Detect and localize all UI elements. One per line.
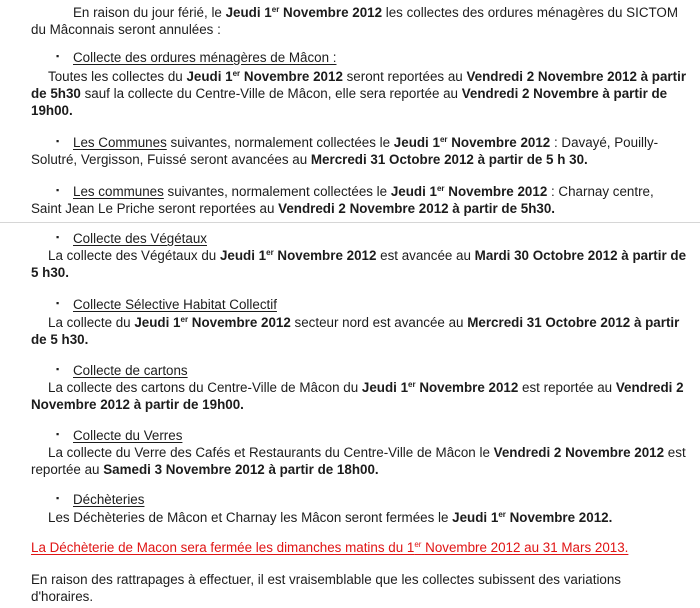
- page-seam: [0, 222, 700, 223]
- section-heading-verres: Collecte du Verres: [73, 428, 183, 443]
- closure-notice: La Déchèterie de Macon sera fermée les dimanches matins du 1er Novembre 2012 au 31 Mars 2013.: [31, 540, 629, 555]
- selective-line-2: de 5 h30.: [31, 332, 89, 347]
- om-line-2: de 5h30 sauf la collecte du Centre-Ville de Mâcon, elle sera reportée au Vendredi 2 Novembre à partir de: [31, 86, 668, 101]
- verres-line-1: La collecte du Verre des Cafés et Restaurants du Centre-Ville de Mâcon le Vendredi 2 Novembre 2012 est: [48, 445, 686, 460]
- closing-line-2: d'horaires.: [31, 589, 94, 604]
- bullet-icon: ▪: [56, 298, 60, 308]
- bullet-icon: ▪: [56, 51, 60, 61]
- vegetaux-line-2: 5 h30.: [31, 265, 69, 280]
- bullet-icon: ▪: [56, 136, 60, 146]
- selective-line-1: La collecte du Jeudi 1er Novembre 2012 secteur nord est avancée au Mercredi 31 Octobre 2012 à partir: [48, 315, 680, 330]
- bullet-icon: ▪: [56, 185, 60, 195]
- section-heading-decheteries: Déchèteries: [73, 492, 145, 507]
- bullet-icon: ▪: [56, 364, 60, 374]
- om-line-1: Toutes les collectes du Jeudi 1er Novembre 2012 seront reportées au Vendredi 2 Novembre 2012 à partir: [48, 69, 687, 84]
- bullet-icon: ▪: [56, 493, 60, 503]
- section-heading-om: Collecte des ordures ménagères de Mâcon :: [73, 50, 337, 65]
- bullet-icon: ▪: [56, 429, 60, 439]
- communes1-line-2: Solutré, Vergisson, Fuissé seront avancées au Mercredi 31 Octobre 2012 à partir de 5 h 30.: [31, 152, 588, 167]
- vegetaux-line-1: La collecte des Végétaux du Jeudi 1er Novembre 2012 est avancée au Mardi 30 Octobre 2012 à partir de: [48, 248, 687, 263]
- communes2-line-2: Saint Jean Le Priche seront reportées au Vendredi 2 Novembre 2012 à partir de 5h30.: [31, 201, 556, 216]
- cartons-line-1: La collecte des cartons du Centre-Ville de Mâcon du Jeudi 1er Novembre 2012 est reportée au Vendredi 2: [48, 380, 684, 395]
- bullet-icon: ▪: [56, 232, 60, 242]
- intro-line-2: du Mâconnais seront annulées :: [31, 22, 221, 37]
- cartons-line-2: Novembre 2012 à partir de 19h00.: [31, 397, 244, 412]
- communes2-line-1: Les communes suivantes, normalement collectées le Jeudi 1er Novembre 2012 : Charnay centre,: [73, 184, 654, 199]
- communes1-line-1: Les Communes suivantes, normalement collectées le Jeudi 1er Novembre 2012 : Davayé, Pouilly-: [73, 135, 659, 150]
- decheteries-line-1: Les Déchèteries de Mâcon et Charnay les Mâcon seront fermées le Jeudi 1er Novembre 2012.: [48, 510, 613, 525]
- verres-line-2: reportée au Samedi 3 Novembre 2012 à partir de 18h00.: [31, 462, 379, 477]
- section-heading-cartons: Collecte de cartons: [73, 363, 188, 378]
- intro-line-1: En raison du jour férié, le Jeudi 1er Novembre 2012 les collectes des ordures ménagères du SICTOM: [73, 5, 678, 20]
- closing-line-1: En raison des rattrapages à effectuer, il est vraisemblable que les collectes subissent des variations: [31, 572, 622, 587]
- om-line-3: 19h00.: [31, 103, 73, 118]
- section-heading-vegetaux: Collecte des Végétaux: [73, 231, 207, 246]
- section-heading-selective: Collecte Sélective Habitat Collectif: [73, 297, 277, 312]
